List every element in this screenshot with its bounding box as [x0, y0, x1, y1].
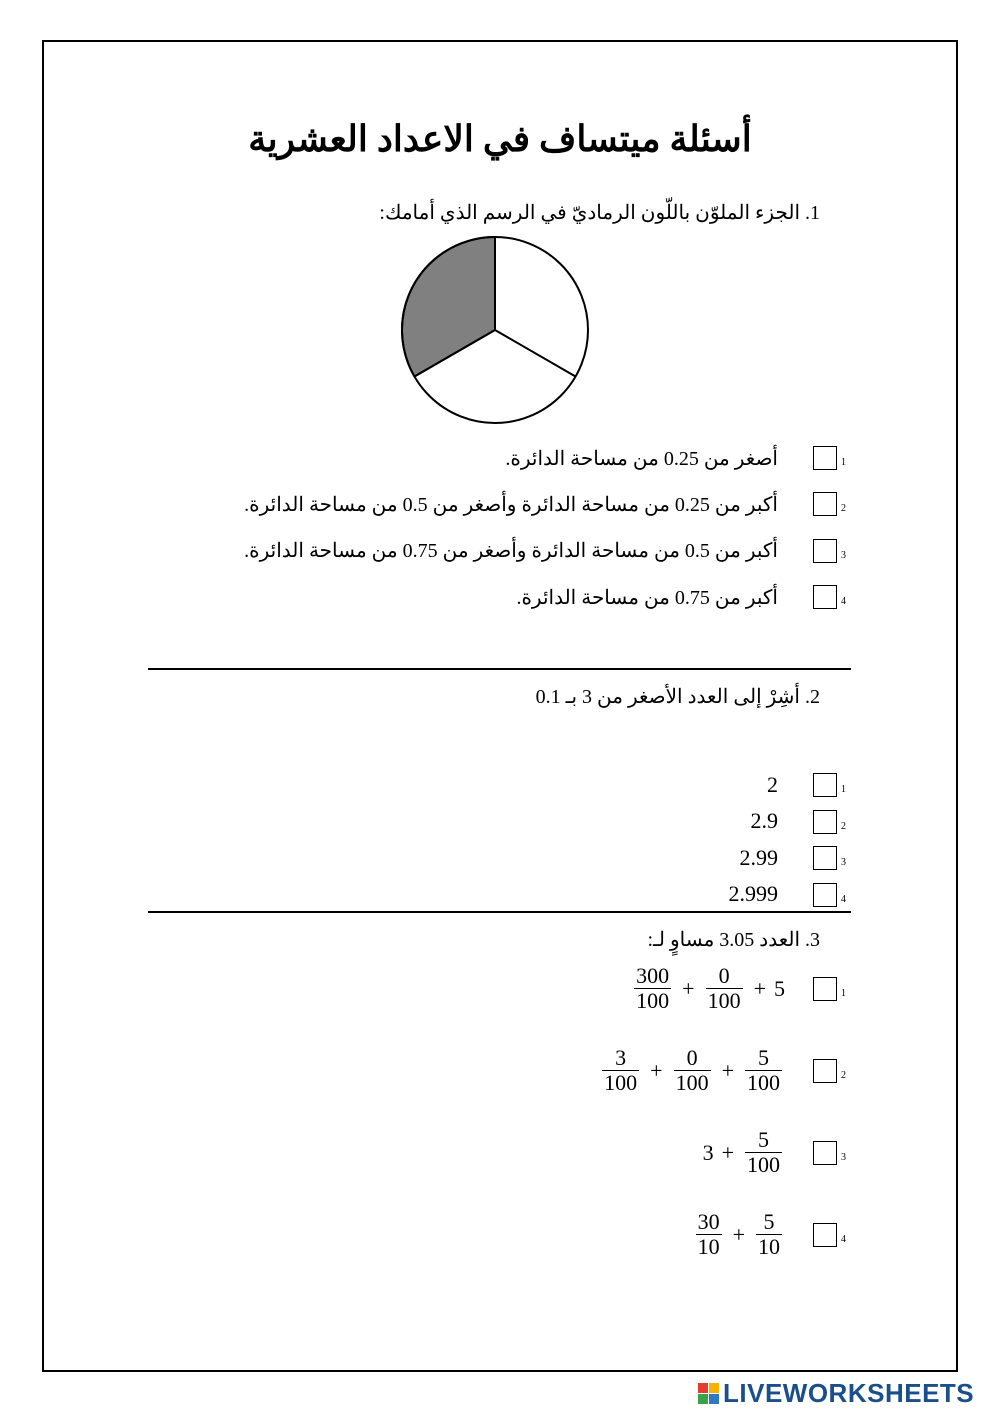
q3-option-1-expression: [631, 964, 785, 1013]
q1-option-1-number: 1: [841, 457, 846, 468]
brand-name: LIVEWORKSHEETS: [723, 1378, 975, 1408]
q1-option-3-number: 3: [841, 550, 846, 561]
q2-option-1-checkbox[interactable]: [813, 773, 837, 797]
whole-number: 5: [774, 975, 785, 1001]
denominator: 100: [707, 988, 741, 1013]
q2-option-1-text: 2: [767, 772, 778, 797]
q2-option-4-checkbox[interactable]: [813, 883, 837, 907]
pie-divider-right: [495, 330, 576, 377]
q2-option-4-number: 4: [841, 894, 846, 905]
q1-option-2-text: أكبر من 0.25 من مساحة الدائرة وأصغر من 0.5 من مساحة الدائرة.: [244, 494, 778, 516]
denominator: 100: [604, 1070, 638, 1095]
q2-option-4-text: 2.999: [728, 881, 778, 906]
q1-option-2-number: 2: [841, 503, 846, 514]
fraction: [706, 964, 743, 1013]
plus-sign: +: [721, 1057, 734, 1083]
numerator: 0: [718, 963, 730, 988]
plus-sign: +: [732, 1221, 745, 1247]
q2-option-1-number: 1: [841, 784, 846, 795]
liveworksheets-brand[interactable]: [698, 1378, 974, 1409]
q1-option-3-checkbox[interactable]: [813, 539, 837, 563]
fraction: [634, 964, 671, 1013]
q2-option-2-number: 2: [841, 821, 846, 832]
fraction: [674, 1046, 711, 1095]
denominator: 10: [697, 1234, 720, 1259]
numerator: 5: [758, 1127, 769, 1152]
numerator: 5: [763, 1209, 775, 1234]
fraction: [745, 1128, 782, 1177]
q3-option-1-number: 1: [841, 988, 846, 999]
q3-option-2-number: 2: [841, 1070, 846, 1081]
denominator: 10: [758, 1234, 780, 1259]
denominator: 100: [636, 988, 670, 1013]
q2-option-2-checkbox[interactable]: [813, 810, 837, 834]
question-1-text: 1. الجزء الملوّن باللّون الرماديّ في الرسم الذي أمامك:: [379, 202, 820, 224]
plus-sign: +: [721, 1139, 734, 1165]
fraction: [602, 1046, 639, 1095]
fraction: [745, 1046, 782, 1095]
q1-option-4-number: 4: [841, 596, 846, 607]
q1-option-2-checkbox[interactable]: [813, 492, 837, 516]
plus-sign: +: [753, 975, 766, 1001]
q3-option-4-checkbox[interactable]: [813, 1223, 837, 1247]
plus-sign: +: [682, 975, 695, 1001]
q1-option-3-text: أكبر من 0.5 من مساحة الدائرة وأصغر من 0.75 من مساحة الدائرة.: [244, 540, 778, 562]
numerator: 300: [636, 963, 670, 988]
q3-option-3-checkbox[interactable]: [813, 1141, 837, 1165]
numerator: 5: [758, 1045, 769, 1070]
q2-option-3-text: 2.99: [739, 845, 778, 870]
q1-option-1-checkbox[interactable]: [813, 446, 837, 470]
whole-number: 3: [702, 1139, 714, 1165]
q2-option-3-checkbox[interactable]: [813, 846, 837, 870]
pie-shaded-sector: [402, 237, 495, 377]
q3-option-3-expression: [703, 1128, 785, 1177]
q3-option-2-checkbox[interactable]: [813, 1059, 837, 1083]
q1-option-4-text: أكبر من 0.75 من مساحة الدائرة.: [516, 587, 778, 609]
q2-option-3-number: 3: [841, 857, 846, 868]
numerator: 3: [615, 1045, 627, 1070]
fraction: [756, 1210, 782, 1259]
denominator: 100: [675, 1070, 709, 1095]
denominator: 100: [747, 1152, 780, 1177]
liveworksheets-logo-icon: [698, 1383, 719, 1404]
numerator: 0: [686, 1045, 698, 1070]
q2-option-2-text: 2.9: [750, 808, 778, 833]
q3-option-3-number: 3: [841, 1152, 846, 1163]
page-title: أسئلة ميتساف في الاعداد العشرية: [248, 119, 752, 159]
divider-line: [148, 668, 851, 670]
question-3-text: 3. العدد 3.05 مساوٍ لـ:: [647, 929, 820, 951]
q3-option-1-checkbox[interactable]: [813, 977, 837, 1001]
plus-sign: +: [650, 1057, 663, 1083]
question-2-text: 2. أشِرْ إلى العدد الأصغر من 3 بـ 0.1: [535, 686, 820, 708]
q3-option-4-number: 4: [841, 1234, 846, 1245]
denominator: 100: [747, 1070, 780, 1095]
q1-option-1-text: أصغر من 0.25 من مساحة الدائرة.: [505, 448, 778, 470]
q1-option-4-checkbox[interactable]: [813, 585, 837, 609]
q3-option-4-expression: [693, 1210, 785, 1259]
pie-chart: [400, 235, 590, 425]
divider-line: [148, 911, 851, 913]
q3-option-2-expression: [599, 1046, 785, 1095]
numerator: 30: [697, 1209, 720, 1234]
fraction: [696, 1210, 722, 1259]
